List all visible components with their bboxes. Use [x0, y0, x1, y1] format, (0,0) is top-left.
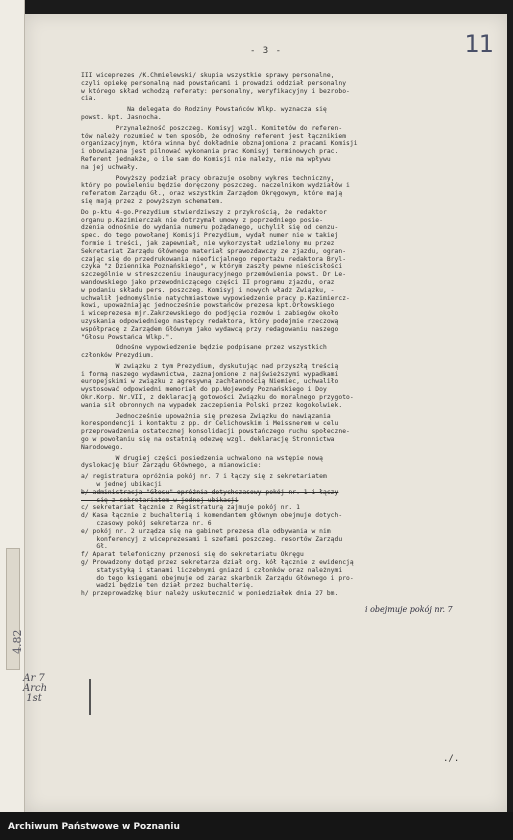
text-line: w podaniu składu pers. poszczeg. Komisyj i nowych władz Związku, - [81, 286, 335, 294]
text-line: tów należy rozumieć w ten sposób, że odnośny referent jest łącznikiem [81, 132, 347, 140]
text-line: c/ sekretariat łącznie z Registraturą zajmuje pokój nr. 1 [81, 504, 300, 512]
text-line: uzyskania odpowiedniego następcy redaktora, który podejmie rzeczową [81, 317, 339, 325]
text-line: wania sił obronnych na wypadek zaczepienia Polski przez kogokolwiek. [81, 401, 343, 409]
text-line: na jej uchwały. [81, 163, 139, 171]
text-line: organizacyjnym, która winna być dokładnie obznajomiona z pracami Komisji [81, 140, 358, 148]
text-line: statystyką i stanami liczebnymi gniazd i członków oraz należnymi [81, 566, 343, 574]
text-line: i formą naszego wydawnictwa, zaznajomione z najświeższymi wypadkami [81, 370, 339, 378]
text-line: czasowy pokój sekretarza nr. 6 [81, 520, 212, 528]
text-line: a/ registratura opróżnia pokój nr. 7 i łączy się z sekretariatem [81, 473, 327, 481]
typed-text-body [81, 72, 509, 598]
text-line: Do p-ktu 4-go.Prezydium stwierdziwszy z przykrością, że redaktor [81, 208, 327, 216]
text-line: do tego księgami obejmuje od zaraz skarbnik Zarządu Głównego i pro- [81, 574, 354, 582]
text-line: "Głosu Powstańca Wlkp.". [81, 333, 174, 341]
text-line: cia. [81, 95, 97, 103]
text-line: i obowiązana jest pilnować wykonania prac Komisyj terminowych prac. [81, 148, 339, 156]
text-line: b/ administracja "Głosu" opróżnia dotychczasowy pokój nr. 1 i łączy [81, 488, 339, 496]
text-line: szczególnie w streszczeniu inauguracyjnego przemówienia powst. Dr Le- [81, 271, 347, 279]
text-line: Przynależność poszczeg. Komisyj wzgl. Komitetów do referen- [81, 124, 343, 132]
end-mark: ./. [443, 754, 460, 764]
margin-bracket [89, 679, 94, 715]
text-line: wadzi będzie ten dział przez buchalterię. [81, 582, 254, 590]
handwritten-correction: i obejmuje pokój nr. 7 [365, 605, 453, 614]
text-line: członków Prezydium. [81, 352, 154, 360]
folio-number: 11 [464, 30, 493, 58]
text-line: Referent jednakże, o ile sam do Komisji nie należy, nie ma wpływu [81, 155, 331, 163]
text-line: W drugiej części posiedzenia uchwalono na wstępie nową [81, 454, 323, 462]
footer-label: Archiwum Państwowe w Poznaniu [8, 822, 180, 832]
text-line: spec. do tego powołanej Komisji Prezydium, wydał numer nie w takiej [81, 232, 339, 240]
margin-note: 4.82 [11, 629, 24, 654]
text-line: Gł. [81, 543, 108, 551]
text-line: f/ Aparat telefoniczny przenosi się do sekretariatu Okręgu [81, 551, 304, 559]
text-line: w jednej ubikacji [81, 481, 162, 489]
text-line: organu p.Kazimierczak nie dotrzymał umowy z poprzedniego posie- [81, 216, 323, 224]
text-line: h/ przeprowadzkę biur należy uskutecznić w poniedziałek dnia 27 bm. [81, 590, 339, 598]
text-line: się mają przez z powyższym schematem. [81, 197, 224, 205]
text-line: konferencyj z wiceprezesami i szefami poszczeg. resortów Zarządu [81, 535, 343, 543]
text-line: czyka "z Dziennika Poznańskiego", w którym zaszły pewne nieścisłości [81, 263, 343, 271]
archive-footer [0, 812, 513, 840]
text-line: czając się do przedrukowania nieoficjalnego reportażu redaktora Bryl- [81, 255, 347, 263]
text-line: wandowskiego jako przewodniczącego części II programu zjazdu, oraz [81, 278, 335, 286]
text-line: przeprowadzenia ostatecznej konsolidacji powstańczego ruchu społeczne- [81, 428, 350, 436]
text-line: współpracę z Zarządem Głównym jako wydawcą przy redagowaniu naszego [81, 325, 339, 333]
text-line: dzenia odnośnie do wydania numeru pożądanego, uchylił się od cenzu- [81, 224, 339, 232]
text-line: dyslokację biur Zarządu Głównego, a mianowicie: [81, 462, 262, 470]
text-line: który po powieleniu będzie doręczony poszczeg. naczelnikom wydziałów i [81, 182, 350, 190]
page-number: - 3 - [249, 46, 283, 56]
text-line: d/ Kasa łącznie z buchalterią i komendantem głównym obejmuje dotych- [81, 512, 343, 520]
text-line: korespondencji i kontaktu z pp. dr Celichowskim i Meissnerem w celu [81, 420, 339, 428]
text-line: Na delegata do Rodziny Powstańców Wlkp. wyznacza się [81, 106, 327, 114]
text-line: referatom Zarządu Gł., oraz wszystkim Zarządom Okręgowym, które mają [81, 190, 343, 198]
text-line: w którego skład wchodzą referaty: personalny, weryfikacyjny i bezrobo- [81, 87, 350, 95]
text-line: się z sekretariatem w jednej ubikacji [81, 496, 239, 504]
text-line: Jednocześnie upoważnia się prezesa Związku do nawiązania [81, 412, 331, 420]
text-line: i wiceprezesa mjr.Zakrzewskiego do podjęcia rozmów i zabiegów około [81, 310, 339, 318]
text-line: formie i treści, jak zapewniał, nie wykorzystał udzielony mu przez [81, 239, 335, 247]
document-page [11, 14, 507, 812]
text-line: Powyższy podział pracy obrazuje osobny wykres techniczny, [81, 174, 335, 182]
text-line: g/ Prowadzony dotąd przez sekretarza dział org. kół łącznie z ewidencją [81, 559, 354, 567]
text-line: e/ pokój nr. 2 urządza się na gabinet prezesa dla odbywania w nim [81, 527, 331, 535]
text-line: Odnośne wypowiedzenie będzie podpisane przez wszystkich [81, 344, 327, 352]
text-line: wystosować odpowiedni memoriał do pp.Wojewody Poznańskiego i Doy [81, 386, 327, 394]
binder-strip [0, 0, 25, 812]
text-line: Narodowego. [81, 443, 124, 451]
text-line: W związku z tym Prezydium, dyskutując nad przyszłą treścią [81, 362, 339, 370]
text-line: uchwalił jednomyślnie natychmiastowe wypowiedzenie pracy p.Kazimiercz- [81, 294, 350, 302]
side-handnote: Ar 7 Arch 1st [23, 673, 48, 704]
text-line: europejskimi w związku z agresywną zachłannością Niemiec, uchwaliło [81, 378, 339, 386]
text-line: kowi, upoważniając jednocześnie powstańców prezesa kpt.Orłowskiego [81, 302, 335, 310]
text-line: czyli opiekę personalną nad powstańcami i prowadzi oddział personalny [81, 79, 347, 87]
text-line: Okr.Korp. Nr.VII, z deklaracją gotowości Związku do moralnego przygoto- [81, 394, 354, 402]
text-line: Sekretariat Zarządu Głównego materiał sprawozdawczy ze zjazdu, ogran- [81, 247, 347, 255]
text-line: III wiceprezes /K.Chmielewski/ skupia wszystkie sprawy personalne, [81, 72, 335, 79]
text-line: powst. kpt. Jasnocha. [81, 113, 162, 121]
text-line: go w powołaniu się na ostatnią odezwę wzgl. deklarację Stronnictwa [81, 436, 335, 444]
